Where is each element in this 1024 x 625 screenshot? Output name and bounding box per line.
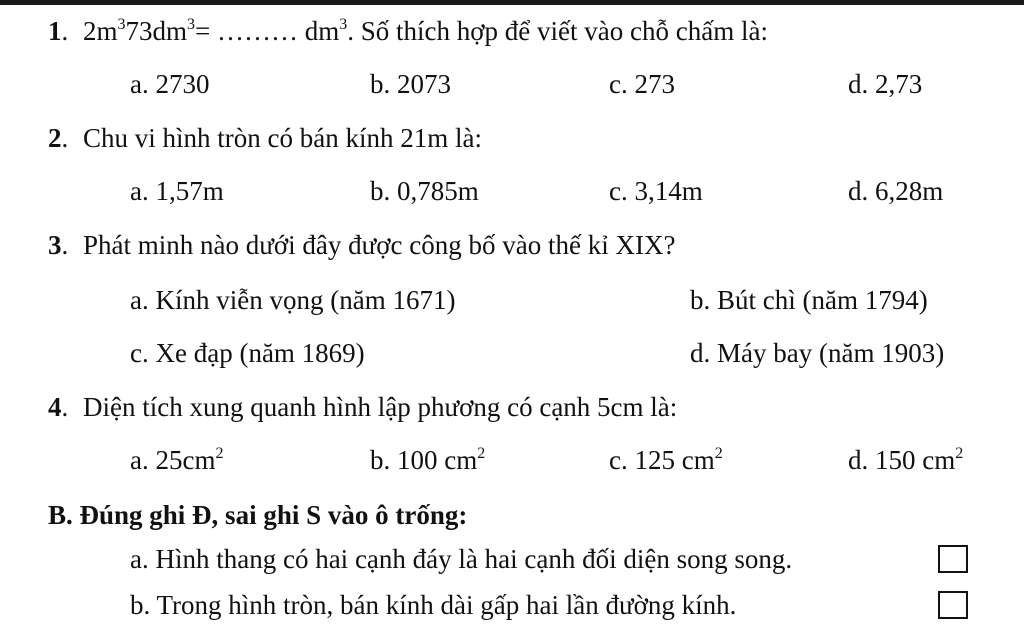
answer-box-b[interactable] bbox=[938, 591, 968, 619]
q4-option-d-sup: 2 bbox=[955, 445, 964, 462]
q4-option-a-label: a. 25cm bbox=[130, 445, 216, 475]
question-2-dot: . bbox=[61, 123, 69, 153]
q4-option-c[interactable] bbox=[609, 443, 723, 477]
q1-part-blank: = ……… dm bbox=[195, 16, 340, 46]
q1-part-prompt: . Số thích hợp để viết vào chỗ chấm là: bbox=[347, 16, 768, 46]
q4-option-b-label: b. 100 cm bbox=[370, 445, 478, 475]
q3-option-c[interactable]: c. Xe đạp (năm 1869) bbox=[130, 338, 365, 368]
q4-option-d[interactable] bbox=[848, 443, 963, 477]
question-2 bbox=[48, 121, 482, 155]
q1-option-c[interactable]: c. 273 bbox=[609, 69, 675, 99]
q1-option-d[interactable]: d. 2,73 bbox=[848, 69, 923, 99]
section-b-title: B. Đúng ghi Đ, sai ghi S vào ô trống: bbox=[48, 500, 468, 530]
q4-option-b[interactable] bbox=[370, 443, 485, 477]
question-4 bbox=[48, 390, 677, 424]
q3-option-b[interactable]: b. Bút chì (năm 1794) bbox=[690, 285, 928, 315]
q1-part-2m: 2m bbox=[83, 16, 118, 46]
top-border bbox=[0, 0, 1024, 5]
question-4-number: 4 bbox=[48, 392, 62, 422]
q4-option-a-sup: 2 bbox=[215, 445, 224, 462]
q3-option-d[interactable]: d. Máy bay (năm 1903) bbox=[690, 338, 945, 368]
question-4-dot: . bbox=[61, 392, 69, 422]
answer-box-a[interactable] bbox=[938, 545, 968, 573]
q1-sup-2: 3 bbox=[187, 16, 196, 33]
question-1-number: 1 bbox=[48, 16, 62, 46]
question-3-text: Phát minh nào dưới đây được công bố vào thế kỉ XIX? bbox=[83, 230, 676, 260]
q2-option-d[interactable]: d. 6,28m bbox=[848, 176, 944, 206]
question-1-text bbox=[83, 16, 768, 46]
q3-option-a[interactable]: a. Kính viễn vọng (năm 1671) bbox=[130, 285, 456, 315]
section-b-item-a: a. Hình thang có hai cạnh đáy là hai cạnh đối diện song song. bbox=[130, 544, 793, 574]
q1-option-a[interactable]: a. 2730 bbox=[130, 69, 210, 99]
question-1 bbox=[48, 14, 768, 48]
q1-sup-1: 3 bbox=[117, 16, 126, 33]
q4-option-c-sup: 2 bbox=[714, 445, 723, 462]
q4-option-d-label: d. 150 cm bbox=[848, 445, 956, 475]
q2-option-a[interactable]: a. 1,57m bbox=[130, 176, 224, 206]
q1-option-b[interactable]: b. 2073 bbox=[370, 69, 451, 99]
q4-option-b-sup: 2 bbox=[477, 445, 486, 462]
q2-option-b[interactable]: b. 0,785m bbox=[370, 176, 479, 206]
question-4-text: Diện tích xung quanh hình lập phương có cạnh 5cm là: bbox=[83, 392, 678, 422]
question-3-number: 3 bbox=[48, 230, 62, 260]
q4-option-c-label: c. 125 cm bbox=[609, 445, 715, 475]
q1-part-73dm: 73dm bbox=[125, 16, 188, 46]
q1-sup-3: 3 bbox=[339, 16, 348, 33]
section-b-item-b: b. Trong hình tròn, bán kính dài gấp hai lần đường kính. bbox=[130, 590, 737, 620]
question-2-number: 2 bbox=[48, 123, 62, 153]
question-3-dot: . bbox=[61, 230, 69, 260]
q2-option-c[interactable]: c. 3,14m bbox=[609, 176, 703, 206]
question-2-text: Chu vi hình tròn có bán kính 21m là: bbox=[83, 123, 482, 153]
question-1-dot: . bbox=[61, 16, 69, 46]
question-3 bbox=[48, 228, 675, 262]
q4-option-a[interactable] bbox=[130, 443, 223, 477]
